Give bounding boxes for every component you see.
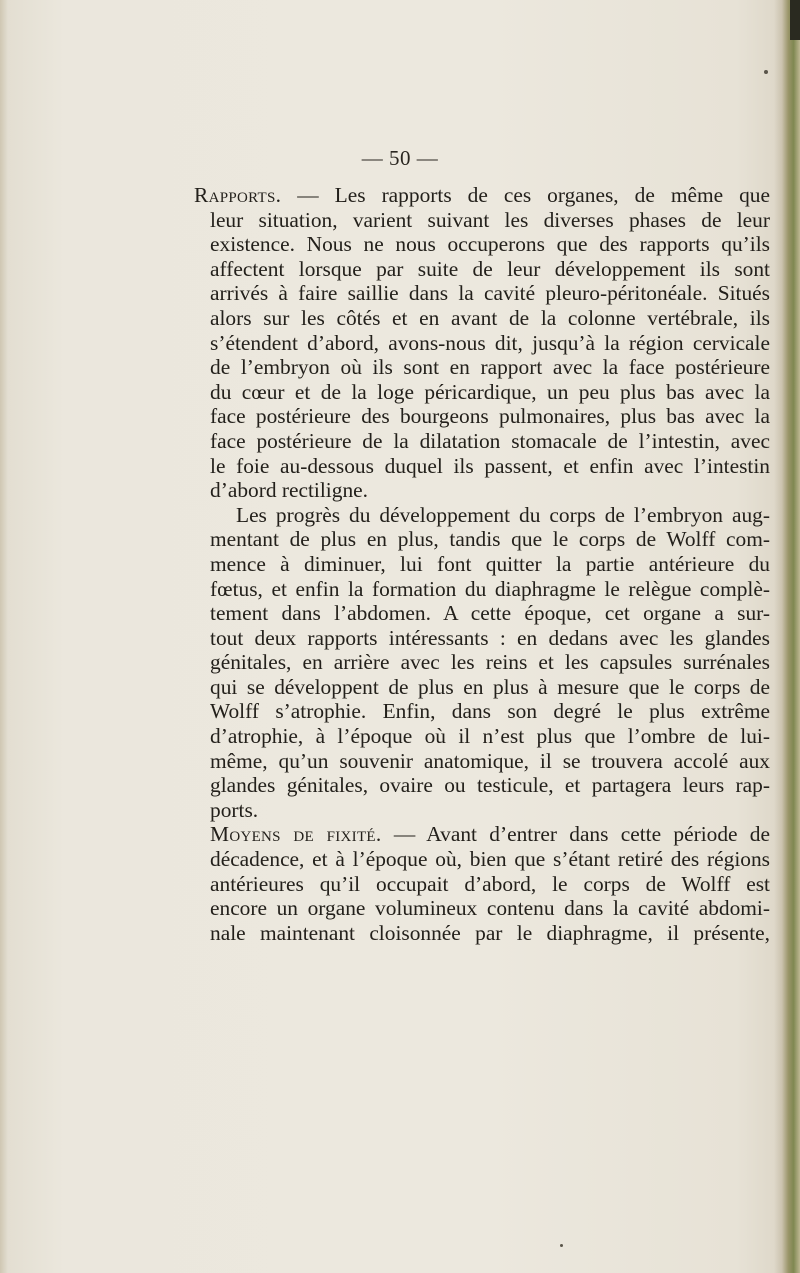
- text-line: encore un organe volumineux contenu dans la cavité abdomi-: [210, 896, 770, 921]
- speck-mark: [764, 70, 768, 74]
- text-line: tement dans l’abdomen. A cette époque, cet organe a sur-: [210, 601, 770, 626]
- text-line: nale maintenant cloisonnée par le diaphragme, il présente,: [210, 920, 770, 945]
- text-line: Les progrès du développement du corps de l’embryon aug-: [236, 502, 770, 527]
- text-line: qui se développent de plus en plus à mesure que le corps de: [210, 674, 770, 699]
- text-line: d’atrophie, à l’époque où il n’est plus que l’ombre de lui-: [210, 724, 770, 749]
- text-line: alors sur les côtés et en avant de la colonne vertébrale, ils: [210, 305, 770, 330]
- page-right-edge: [774, 0, 800, 1273]
- section-heading: Moyens de fixité.: [210, 822, 382, 847]
- text-line: le foie au-dessous duquel ils passent, et enfin avec l’intestin: [210, 453, 770, 478]
- text-line: tout deux rapports intéressants : en dedans avec les glandes: [210, 625, 770, 650]
- text-line: génitales, en arrière avec les reins et les capsules surrénales: [210, 650, 770, 675]
- text-line: [210, 822, 770, 847]
- text-line: existence. Nous ne nous occuperons que des rapports qu’ils: [210, 232, 770, 257]
- speck-mark: [560, 1244, 563, 1247]
- text-line: glandes génitales, ovaire ou testicule, et partagera leurs rap-: [210, 773, 770, 798]
- text-line: [194, 183, 770, 208]
- text-line: s’étendent d’abord, avons-nous dit, jusqu’à la région cervicale: [210, 330, 770, 355]
- line-text: — Les rapports de ces organes, de même que: [281, 183, 770, 207]
- page-number: — 50 —: [361, 146, 439, 170]
- text-line: même, qu’un souvenir anatomique, il se trouvera accolé aux: [210, 748, 770, 773]
- page-corner-dark: [790, 0, 800, 40]
- section-heading: Rapports.: [194, 183, 282, 207]
- body-text: [194, 183, 770, 945]
- text-line: face postérieure de la dilatation stomacale de l’intestin, avec: [210, 428, 770, 453]
- text-line: antérieures qu’il occupait d’abord, le corps de Wolff est: [210, 871, 770, 896]
- text-line: mence à diminuer, lui font quitter la partie antérieure du: [210, 551, 770, 576]
- text-line: arrivés à faire saillie dans la cavité pleuro-péritonéale. Situés: [210, 281, 770, 306]
- text-line: leur situation, varient suivant les diverses phases de leur: [210, 207, 770, 232]
- text-line: affectent lorsque par suite de leur développement ils sont: [210, 256, 770, 281]
- line-text: — Avant d’entrer dans cette période de: [381, 822, 770, 847]
- text-line: ports.: [210, 797, 259, 822]
- text-line: décadence, et à l’époque où, bien que s’étant retiré des régions: [210, 847, 770, 872]
- text-line: de l’embryon où ils sont en rapport avec la face postérieure: [210, 355, 770, 380]
- text-line: du cœur et de la loge péricardique, un peu plus bas avec la: [210, 379, 770, 404]
- text-line: fœtus, et enfin la formation du diaphragme le relègue complè-: [210, 576, 770, 601]
- page-left-shadow: [0, 0, 8, 1273]
- text-line: d’abord rectiligne.: [210, 478, 368, 503]
- text-line: mentant de plus en plus, tandis que le corps de Wolff com-: [210, 527, 770, 552]
- text-line: face postérieure des bourgeons pulmonaires, plus bas avec la: [210, 404, 770, 429]
- text-line: Wolff s’atrophie. Enfin, dans son degré le plus extrême: [210, 699, 770, 724]
